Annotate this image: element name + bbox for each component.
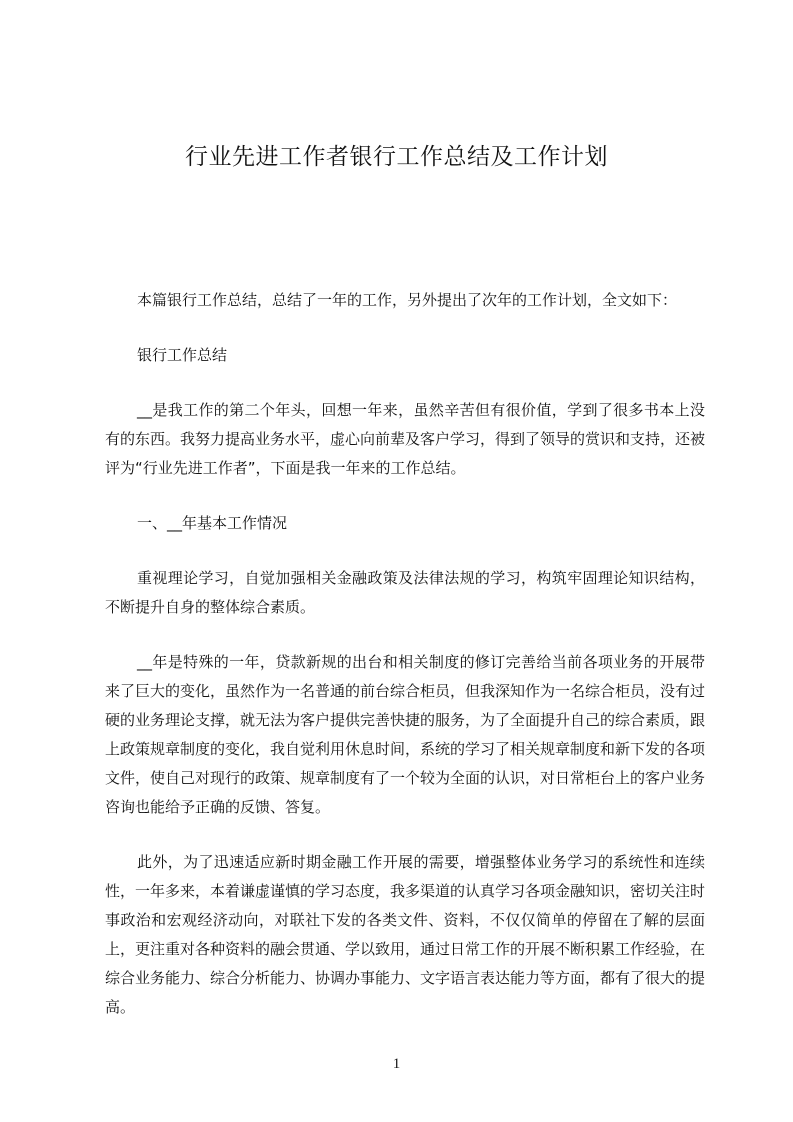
body-paragraph: __是我工作的第二个年头，回想一年来，虽然辛苦但有很价值，学到了很多书本上没有的东西。我努力提高业务水平，虚心向前辈及客户学习，得到了领导的赏识和支持，还被评为“行业先进工作者”，下面是我一年来的工作总结。 <box>105 401 706 477</box>
body-paragraph: 此外，为了迅速适应新时期金融工作开展的需要，增强整体业务学习的系统性和连续性，一年多来，本着谦虚谨慎的学习态度，我多渠道的认真学习各项金融知识，密切关注时事政治和宏观经济动向，对联社下发的各类文件、资料，不仅仅简单的停留在了解的层面上，更注重对各种资料的融会贯通、学以致用，通过日常工作的开展不断积累工作经验，在综合业务能力、综合分析能力、协调办事能力、文字语言表达能力等方面，都有了很大的提高。 <box>105 853 706 1016</box>
body-paragraph: 重视理论学习，自觉加强相关金融政策及法律法规的学习，构筑牢固理论知识结构，不断提升自身的整体综合素质。 <box>105 569 705 616</box>
page-number: 1 <box>392 1056 401 1072</box>
section-heading-basic-work: 一、__年基本工作情况 <box>137 514 288 532</box>
intro-paragraph: 本篇银行工作总结，总结了一年的工作，另外提出了次年的工作计划，全文如下： <box>137 291 678 309</box>
body-paragraph: __年是特殊的一年，贷款新规的出台和相关制度的修订完善给当前各项业务的开展带来了巨大的变化，虽然作为一名普通的前台综合柜员，但我深知作为一名综合柜员，没有过硬的业务理论支撑，就无法为客户提供完善快捷的服务，为了全面提升自己的综合素质，跟上政策规章制度的变化，我自觉利用休息时间，系统的学习了相关规章制度和新下发的各项文件，使自己对现行的政策、规章制度有了一个较为全面的认识，对日常柜台上的客户业务咨询也能给予正确的反馈、答复。 <box>105 653 706 816</box>
document-title: 行业先进工作者银行工作总结及工作计划 <box>185 144 608 170</box>
document-body <box>105 286 705 1048</box>
section-heading-summary: 银行工作总结 <box>137 346 228 364</box>
